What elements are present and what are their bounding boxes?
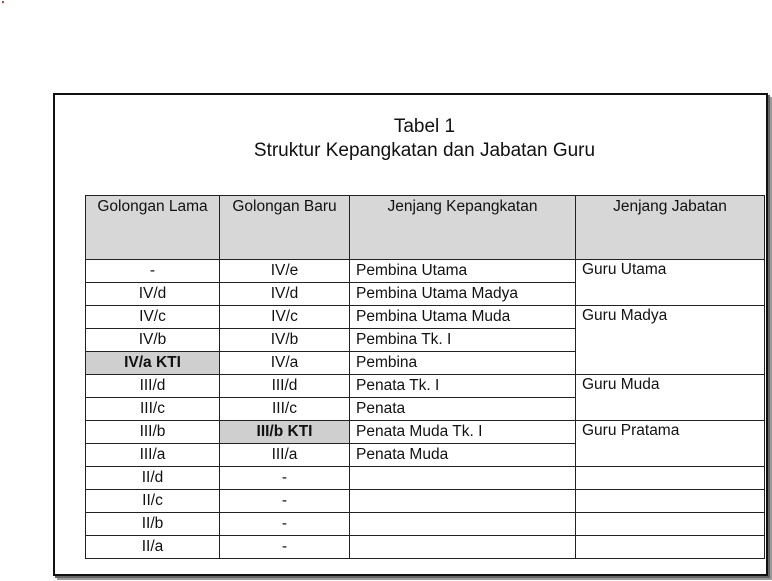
table-frame xyxy=(53,93,768,576)
cell-golongan-lama: III/d xyxy=(86,375,220,398)
cell-golongan-baru: - xyxy=(220,467,350,490)
cell-kepangkatan: Pembina Utama Madya xyxy=(350,283,576,306)
cell-golongan-lama: III/a xyxy=(86,444,220,467)
cell-jabatan-empty xyxy=(576,513,765,536)
cell-kepangkatan: Penata xyxy=(350,398,576,421)
cell-jabatan: Guru Muda xyxy=(576,375,765,421)
cell-golongan-baru: III/d xyxy=(220,375,350,398)
cell-kepangkatan: Penata Tk. I xyxy=(350,375,576,398)
cell-golongan-baru: IV/a xyxy=(220,352,350,375)
cell-kepangkatan: Pembina xyxy=(350,352,576,375)
cell-jabatan-empty xyxy=(576,490,765,513)
rank-structure-table xyxy=(85,195,765,559)
cell-kepangkatan xyxy=(350,536,576,559)
table-row xyxy=(86,306,765,329)
cell-golongan-baru: IV/e xyxy=(220,260,350,283)
table-caption-number: Tabel 1 xyxy=(393,116,456,137)
cell-jabatan-empty xyxy=(576,536,765,559)
cell-golongan-baru: IV/d xyxy=(220,283,350,306)
table-row xyxy=(86,260,765,283)
cell-kepangkatan: Pembina Utama xyxy=(350,260,576,283)
table-header-row xyxy=(86,196,765,260)
header-golongan-baru: Golongan Baru xyxy=(220,196,350,260)
table-row xyxy=(86,513,765,536)
cell-golongan-lama-highlight: IV/a KTI xyxy=(86,352,220,375)
cell-golongan-baru: IV/b xyxy=(220,329,350,352)
cell-golongan-baru: - xyxy=(220,490,350,513)
cell-golongan-baru: III/a xyxy=(220,444,350,467)
cell-jabatan: Guru Utama xyxy=(576,260,765,306)
cell-golongan-baru: - xyxy=(220,513,350,536)
cell-golongan-lama: IV/d xyxy=(86,283,220,306)
cell-jabatan: Guru Madya xyxy=(576,306,765,375)
cell-golongan-baru-highlight: III/b KTI xyxy=(220,421,350,444)
table-row xyxy=(86,421,765,444)
table-row xyxy=(86,375,765,398)
cell-golongan-baru: - xyxy=(220,536,350,559)
corner-mark xyxy=(2,1,4,3)
table-caption-title: Struktur Kepangkatan dan Jabatan Guru xyxy=(253,140,596,161)
cell-golongan-baru: IV/c xyxy=(220,306,350,329)
cell-kepangkatan xyxy=(350,513,576,536)
cell-golongan-baru: III/c xyxy=(220,398,350,421)
header-golongan-lama: Golongan Lama xyxy=(86,196,220,260)
cell-golongan-lama: II/b xyxy=(86,513,220,536)
cell-golongan-lama: II/a xyxy=(86,536,220,559)
cell-kepangkatan: Penata Muda Tk. I xyxy=(350,421,576,444)
cell-golongan-lama: II/d xyxy=(86,467,220,490)
cell-kepangkatan xyxy=(350,490,576,513)
cell-kepangkatan xyxy=(350,467,576,490)
cell-golongan-lama: III/c xyxy=(86,398,220,421)
cell-golongan-lama: III/b xyxy=(86,421,220,444)
table-row xyxy=(86,536,765,559)
cell-jabatan: Guru Pratama xyxy=(576,421,765,467)
header-jenjang-kepangkatan: Jenjang Kepangkatan xyxy=(350,196,576,260)
header-jenjang-jabatan: Jenjang Jabatan xyxy=(576,196,765,260)
table-row xyxy=(86,467,765,490)
cell-golongan-lama: - xyxy=(86,260,220,283)
table-row xyxy=(86,490,765,513)
cell-golongan-lama: IV/c xyxy=(86,306,220,329)
cell-golongan-lama: IV/b xyxy=(86,329,220,352)
cell-golongan-lama: II/c xyxy=(86,490,220,513)
cell-kepangkatan: Pembina Tk. I xyxy=(350,329,576,352)
cell-jabatan-empty xyxy=(576,467,765,490)
cell-kepangkatan: Penata Muda xyxy=(350,444,576,467)
cell-kepangkatan: Pembina Utama Muda xyxy=(350,306,576,329)
